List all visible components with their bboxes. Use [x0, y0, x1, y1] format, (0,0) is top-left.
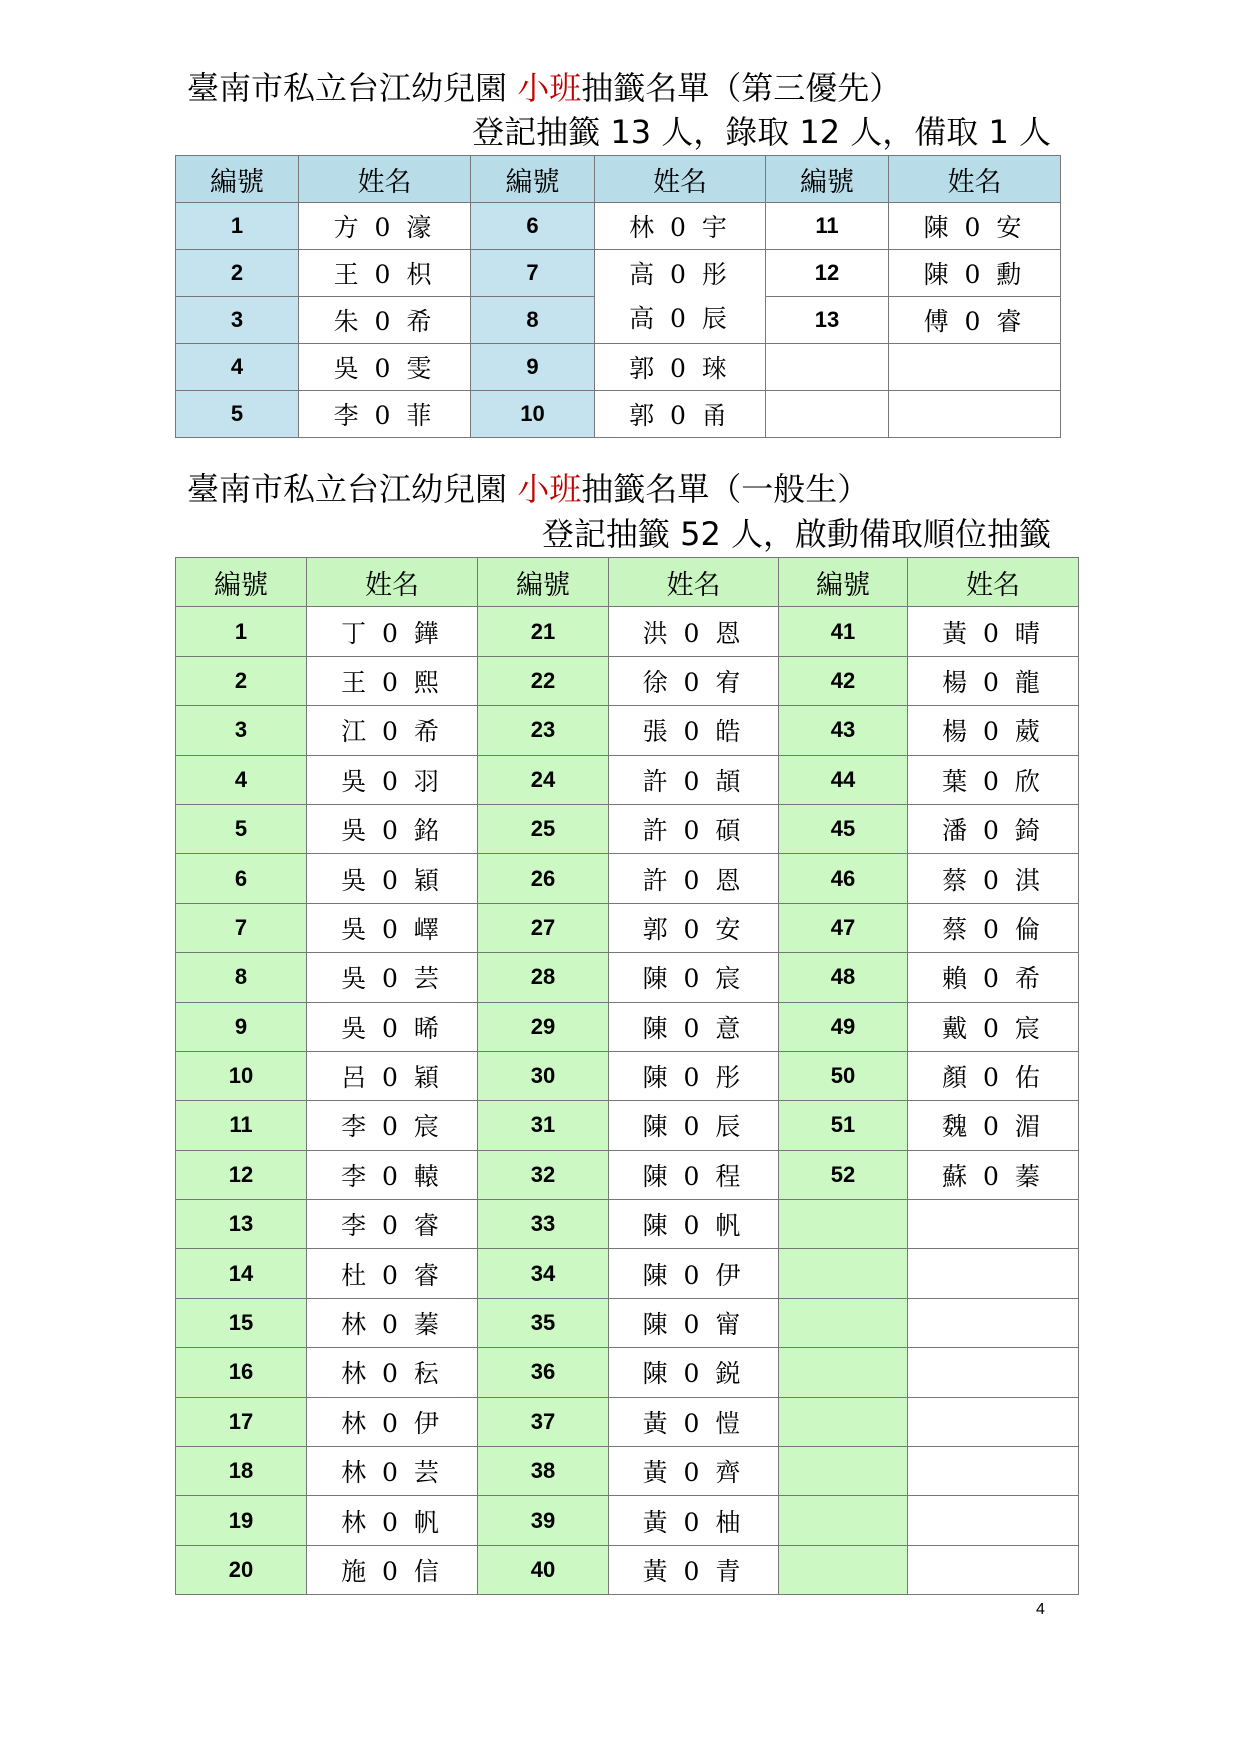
header-number: 編號: [766, 156, 889, 203]
section2-title-post: 抽籤名單（一般生）: [581, 470, 870, 508]
table-row: [176, 1447, 1079, 1496]
entry-number: 27: [478, 903, 609, 952]
entry-name: 陳 0 帆: [609, 1200, 779, 1249]
header-number: 編號: [471, 156, 595, 203]
section2-table: [175, 557, 1079, 1595]
entry-name: [908, 1348, 1079, 1397]
entry-number: 32: [478, 1150, 609, 1199]
entry-name: 潘 0 錡: [908, 804, 1079, 853]
table-row: [176, 1298, 1079, 1347]
entry-name: 林 0 帆: [307, 1496, 478, 1545]
entry-name: 林 0 宇: [595, 203, 766, 250]
entry-number: 15: [176, 1298, 307, 1347]
table-row: [176, 344, 1061, 391]
entry-number: [779, 1545, 908, 1594]
entry-name: [908, 1200, 1079, 1249]
entry-number: 38: [478, 1447, 609, 1496]
entry-name: 黃 0 柚: [609, 1496, 779, 1545]
table-row: [176, 1249, 1079, 1298]
entry-name: 郭 0 安: [609, 903, 779, 952]
section2-title-pre: 臺南市私立台江幼兒園: [187, 470, 518, 508]
entry-name: [908, 1249, 1079, 1298]
entry-name: [908, 1298, 1079, 1347]
entry-name: 徐 0 宥: [609, 656, 779, 705]
table-row: [176, 804, 1079, 853]
section2-header-row: [176, 558, 1079, 607]
section1-title-post: 抽籤名單（第三優先）: [581, 69, 902, 107]
entry-name: 林 0 蓁: [307, 1298, 478, 1347]
entry-name: 蘇 0 蓁: [908, 1150, 1079, 1199]
entry-name: 陳 0 伊: [609, 1249, 779, 1298]
entry-name: 陳 0 彤: [609, 1051, 779, 1100]
entry-name: [908, 1397, 1079, 1446]
entry-name: 吳 0 嶧: [307, 903, 478, 952]
entry-number: 33: [478, 1200, 609, 1249]
entry-number: 40: [478, 1545, 609, 1594]
entry-name: 賴 0 希: [908, 953, 1079, 1002]
entry-name: 張 0 皓: [609, 706, 779, 755]
entry-name: 林 0 芸: [307, 1447, 478, 1496]
entry-name: 許 0 恩: [609, 854, 779, 903]
entry-name: 朱 0 希: [299, 297, 471, 344]
entry-number: 10: [176, 1051, 307, 1100]
entry-name: 吳 0 雯: [299, 344, 471, 391]
entry-name: 魏 0 湄: [908, 1101, 1079, 1150]
entry-name: 王 0 枳: [299, 250, 471, 297]
entry-name: 楊 0 龍: [908, 656, 1079, 705]
entry-number: 21: [478, 607, 609, 656]
entry-number: 52: [779, 1150, 908, 1199]
entry-name: 郭 0 琜: [595, 344, 766, 391]
entry-number: 7: [176, 903, 307, 952]
entry-name: 許 0 頡: [609, 755, 779, 804]
table-row: [176, 854, 1079, 903]
entry-name: 陳 0 甯: [609, 1298, 779, 1347]
entry-name: [908, 1447, 1079, 1496]
table-row: [176, 755, 1079, 804]
entry-number: 42: [779, 656, 908, 705]
entry-number: 4: [176, 755, 307, 804]
entry-name: 李 0 宸: [307, 1101, 478, 1150]
entry-name: 高 0 彤: [629, 259, 731, 289]
entry-number: 8: [176, 953, 307, 1002]
section1-title: [187, 68, 901, 108]
entry-name: 黃 0 齊: [609, 1447, 779, 1496]
table-row: [176, 1496, 1079, 1545]
empty-cell: [889, 344, 1061, 391]
entry-name: 李 0 菲: [299, 391, 471, 438]
header-name: 姓名: [609, 558, 779, 607]
entry-number: 30: [478, 1051, 609, 1100]
entry-number: 45: [779, 804, 908, 853]
table-row: [176, 1002, 1079, 1051]
entry-name: 吳 0 穎: [307, 854, 478, 903]
entry-number: 11: [176, 1101, 307, 1150]
entry-name: 黃 0 愷: [609, 1397, 779, 1446]
entry-name: 杜 0 睿: [307, 1249, 478, 1298]
table-row: [176, 1150, 1079, 1199]
table-row: [176, 203, 1061, 250]
entry-name: [908, 1545, 1079, 1594]
entry-name: 黃 0 青: [609, 1545, 779, 1594]
entry-number: [779, 1200, 908, 1249]
table-row: [176, 1101, 1079, 1150]
entry-number: 7: [471, 250, 595, 297]
entry-number: [779, 1397, 908, 1446]
entry-number: 3: [176, 706, 307, 755]
entry-name: 陳 0 程: [609, 1150, 779, 1199]
entry-number: 8: [471, 297, 595, 344]
entry-number: 50: [779, 1051, 908, 1100]
entry-number: 44: [779, 755, 908, 804]
entry-number: 11: [766, 203, 889, 250]
entry-number: 35: [478, 1298, 609, 1347]
table-row: [176, 1348, 1079, 1397]
empty-cell: [766, 344, 889, 391]
entry-number: 3: [176, 297, 299, 344]
entry-name: 陳 0 宸: [609, 953, 779, 1002]
entry-name: 許 0 碩: [609, 804, 779, 853]
entry-name: 陳 0 安: [889, 203, 1061, 250]
entry-number: 31: [478, 1101, 609, 1150]
table-row: [176, 391, 1061, 438]
entry-number: 13: [176, 1200, 307, 1249]
entry-number: 14: [176, 1249, 307, 1298]
header-name: 姓名: [307, 558, 478, 607]
entry-number: 25: [478, 804, 609, 853]
entry-number: 13: [766, 297, 889, 344]
table-row: [176, 607, 1079, 656]
table-row: [176, 1051, 1079, 1100]
entry-number: 18: [176, 1447, 307, 1496]
entry-number: 23: [478, 706, 609, 755]
entry-number: 1: [176, 607, 307, 656]
entry-number: 22: [478, 656, 609, 705]
entry-number: 17: [176, 1397, 307, 1446]
entry-number: 2: [176, 250, 299, 297]
section2-title-class: 小班: [517, 470, 582, 508]
entry-number: 49: [779, 1002, 908, 1051]
entry-number: [779, 1249, 908, 1298]
section2-title: [187, 469, 869, 509]
header-name: 姓名: [889, 156, 1061, 203]
table-row: [176, 903, 1079, 952]
entry-number: 26: [478, 854, 609, 903]
entry-number: 9: [176, 1002, 307, 1051]
table-row: [176, 953, 1079, 1002]
entry-name: 葉 0 欣: [908, 755, 1079, 804]
entry-number: 19: [176, 1496, 307, 1545]
table-row: [176, 656, 1079, 705]
entry-name: 顏 0 佑: [908, 1051, 1079, 1100]
entry-number: 51: [779, 1101, 908, 1150]
entry-number: 37: [478, 1397, 609, 1446]
entry-number: 12: [176, 1150, 307, 1199]
entry-number: 16: [176, 1348, 307, 1397]
table-row: [176, 1200, 1079, 1249]
entry-name: 蔡 0 倫: [908, 903, 1079, 952]
entry-number: 48: [779, 953, 908, 1002]
entry-number: 6: [471, 203, 595, 250]
entry-number: 36: [478, 1348, 609, 1397]
entry-name: 洪 0 恩: [609, 607, 779, 656]
entry-number: 1: [176, 203, 299, 250]
section1-title-class: 小班: [517, 69, 582, 107]
table-row: [176, 1545, 1079, 1594]
entry-number: 41: [779, 607, 908, 656]
entry-name: 李 0 睿: [307, 1200, 478, 1249]
entry-name: 楊 0 葳: [908, 706, 1079, 755]
entry-name: 蔡 0 淇: [908, 854, 1079, 903]
entry-number: 12: [766, 250, 889, 297]
entry-name: 黃 0 晴: [908, 607, 1079, 656]
entry-name: 丁 0 鏵: [307, 607, 478, 656]
entry-number: 28: [478, 953, 609, 1002]
entry-number: 20: [176, 1545, 307, 1594]
section1-header-row: [176, 156, 1061, 203]
entry-name: 李 0 轅: [307, 1150, 478, 1199]
section1-subtitle: 登記抽籤 13 人，錄取 12 人，備取 1 人: [472, 113, 1051, 151]
header-number: 編號: [478, 558, 609, 607]
entry-name: 呂 0 穎: [307, 1051, 478, 1100]
header-number: 編號: [176, 156, 299, 203]
section1-table: [175, 155, 1061, 438]
entry-name: 陳 0 鋭: [609, 1348, 779, 1397]
entry-name-merged: [595, 250, 766, 344]
entry-name: 陳 0 勳: [889, 250, 1061, 297]
entry-name: 吳 0 晞: [307, 1002, 478, 1051]
entry-number: 24: [478, 755, 609, 804]
entry-number: 39: [478, 1496, 609, 1545]
entry-name: 戴 0 宸: [908, 1002, 1079, 1051]
entry-number: 47: [779, 903, 908, 952]
entry-number: [779, 1447, 908, 1496]
entry-number: 29: [478, 1002, 609, 1051]
entry-name: 王 0 熙: [307, 656, 478, 705]
header-name: 姓名: [908, 558, 1079, 607]
entry-name: 吳 0 羽: [307, 755, 478, 804]
entry-number: 2: [176, 656, 307, 705]
entry-name: [908, 1496, 1079, 1545]
entry-number: 34: [478, 1249, 609, 1298]
empty-cell: [889, 391, 1061, 438]
section1-title-pre: 臺南市私立台江幼兒園: [187, 69, 518, 107]
entry-number: [779, 1298, 908, 1347]
entry-number: 5: [176, 804, 307, 853]
entry-number: 5: [176, 391, 299, 438]
table-row: [176, 250, 1061, 297]
entry-name: 郭 0 甬: [595, 391, 766, 438]
entry-number: 6: [176, 854, 307, 903]
entry-number: [779, 1348, 908, 1397]
header-name: 姓名: [299, 156, 471, 203]
page-number: 4: [1036, 1601, 1045, 1618]
section2-subtitle: 登記抽籤 52 人，啟動備取順位抽籤: [541, 515, 1051, 553]
entry-number: [779, 1496, 908, 1545]
entry-name: 江 0 希: [307, 706, 478, 755]
entry-number: 4: [176, 344, 299, 391]
entry-number: 46: [779, 854, 908, 903]
entry-name: 高 0 辰: [629, 303, 731, 333]
entry-number: 10: [471, 391, 595, 438]
header-number: 編號: [779, 558, 908, 607]
entry-number: 9: [471, 344, 595, 391]
entry-number: 43: [779, 706, 908, 755]
entry-name: 方 0 濠: [299, 203, 471, 250]
header-name: 姓名: [595, 156, 766, 203]
header-number: 編號: [176, 558, 307, 607]
entry-name: 陳 0 意: [609, 1002, 779, 1051]
entry-name: 林 0 秐: [307, 1348, 478, 1397]
entry-name: 吳 0 銘: [307, 804, 478, 853]
entry-name: 林 0 伊: [307, 1397, 478, 1446]
entry-name: 吳 0 芸: [307, 953, 478, 1002]
entry-name: 施 0 信: [307, 1545, 478, 1594]
table-row: [176, 1397, 1079, 1446]
empty-cell: [766, 391, 889, 438]
entry-name: 傅 0 睿: [889, 297, 1061, 344]
table-row: [176, 706, 1079, 755]
entry-name: 陳 0 辰: [609, 1101, 779, 1150]
